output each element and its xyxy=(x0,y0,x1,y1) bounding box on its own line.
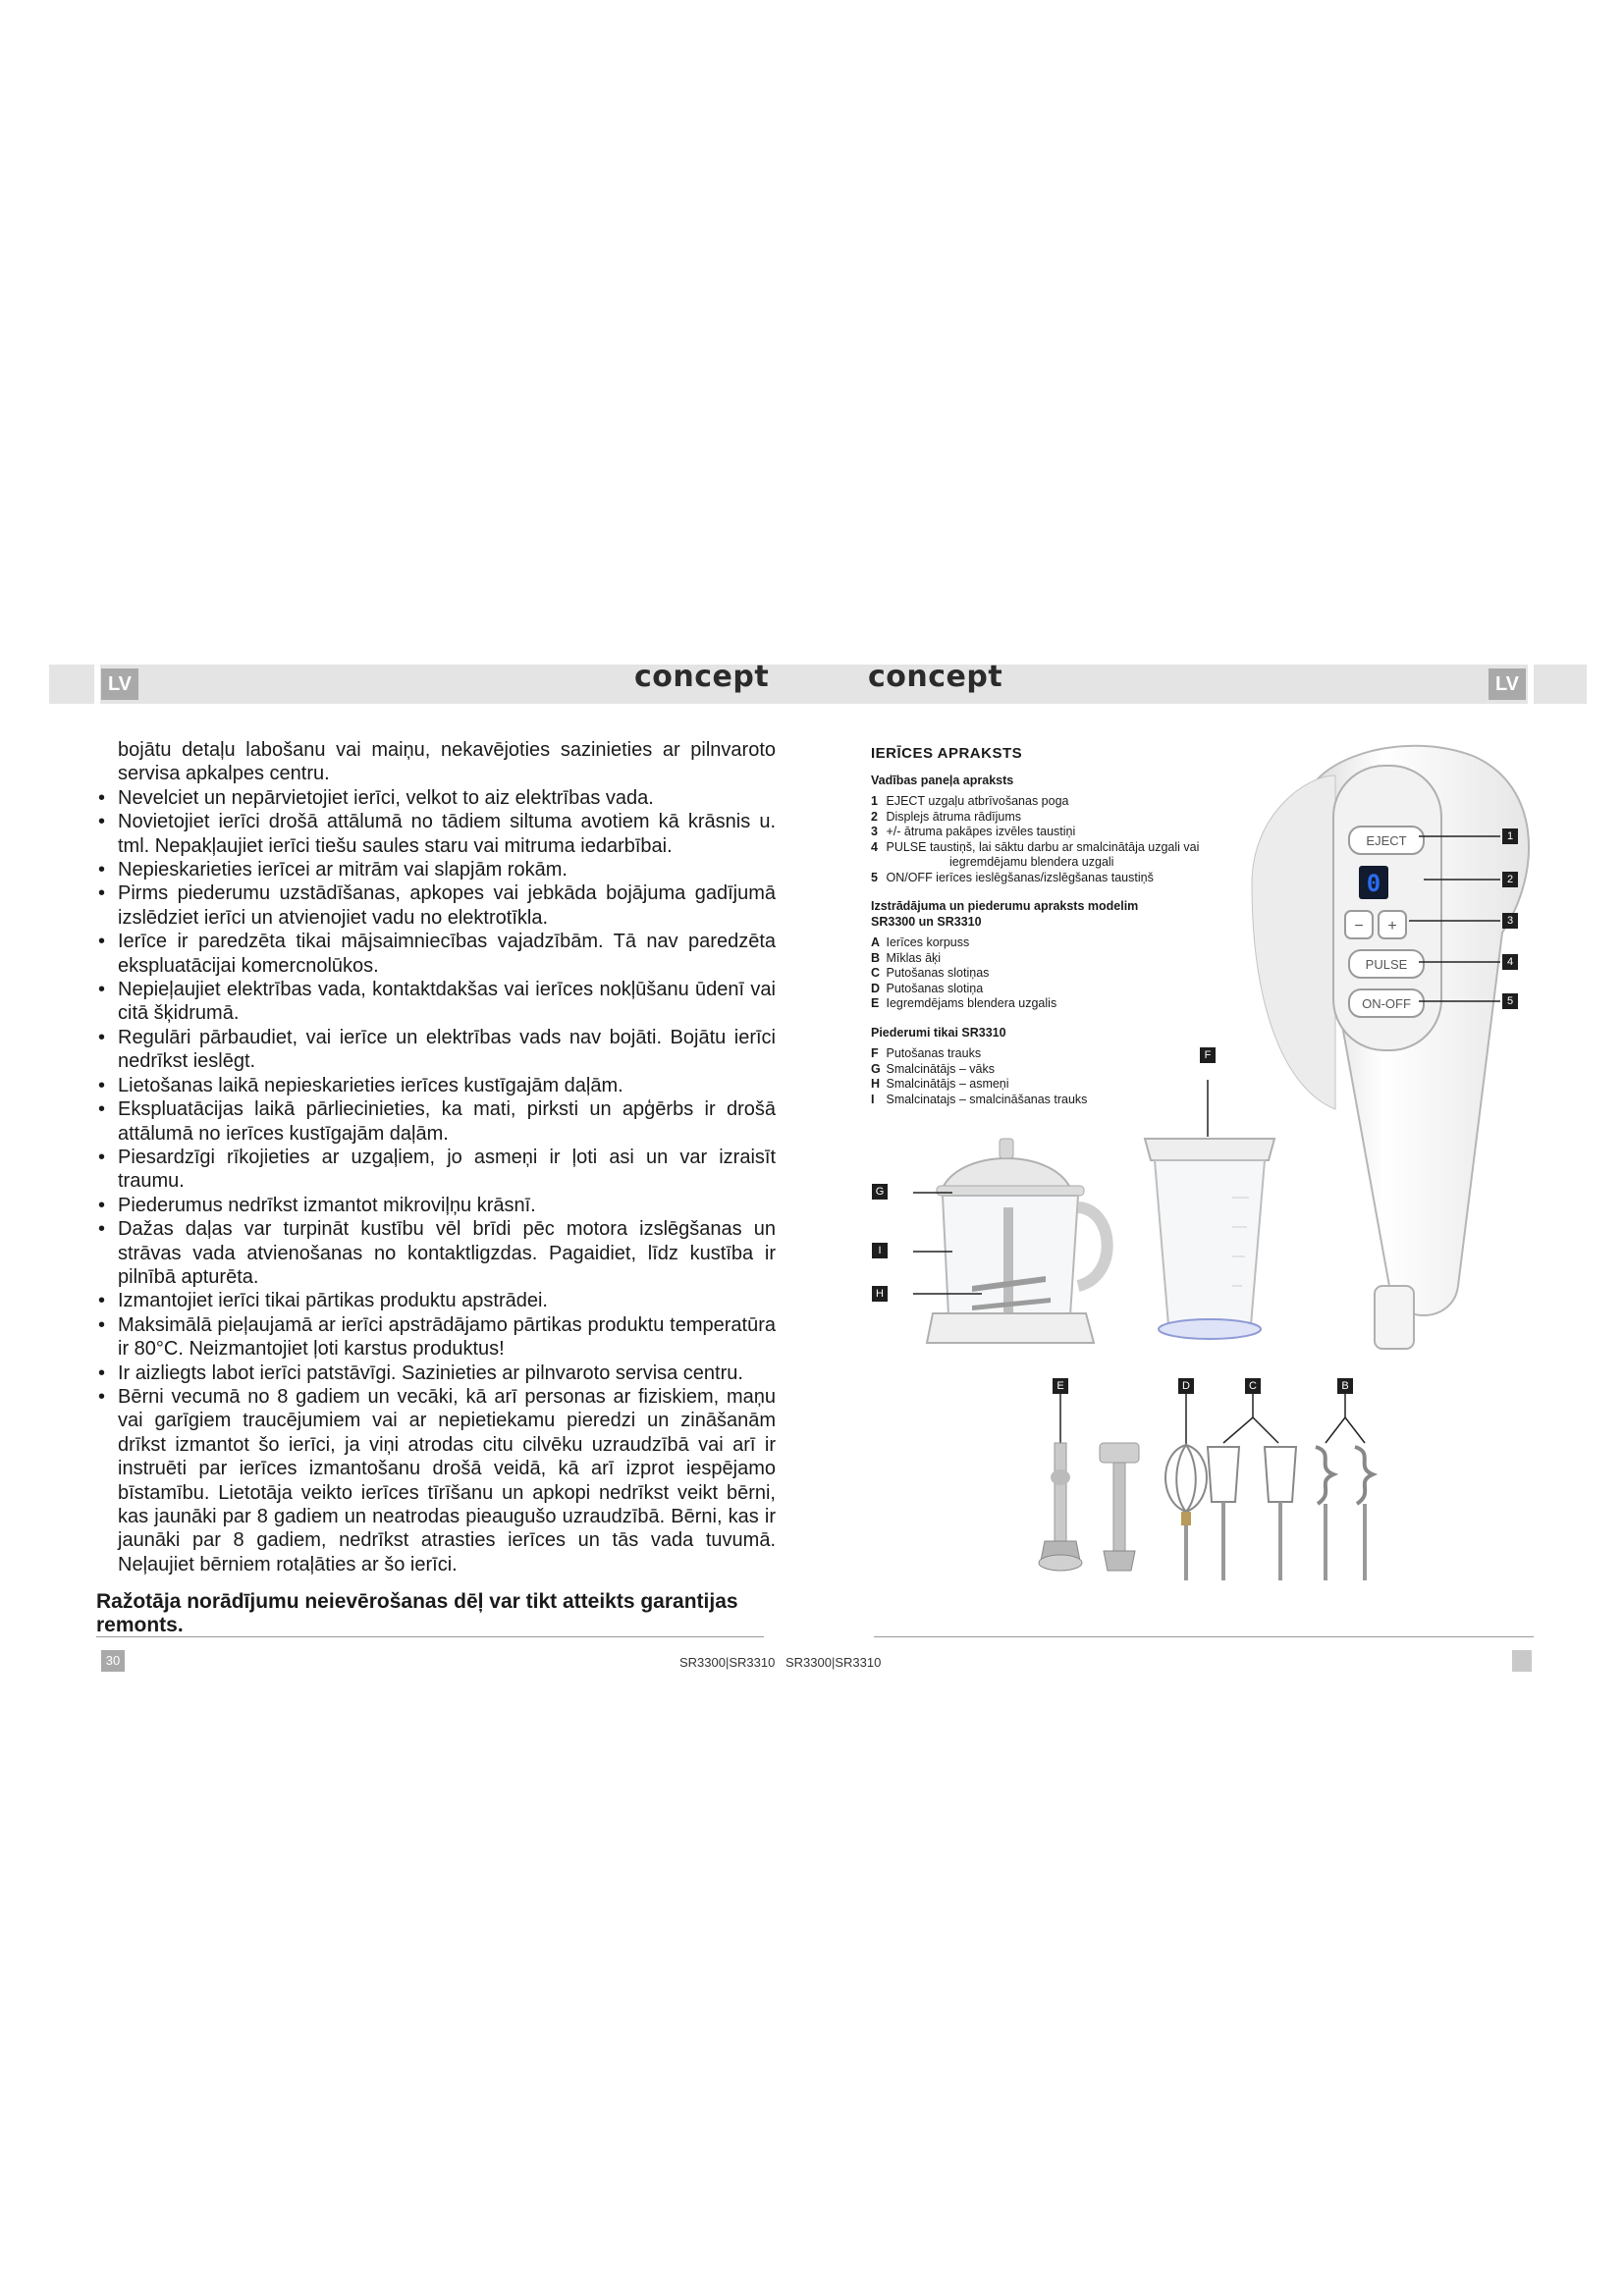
list-item: • Bērni vecumā no 8 gadiem un vecāki, kā arī personas ar fiziskiem, maņu vai garīgiem traucējumiem vai ar nepietiekamu pieredzi un zināšanām drīkst izmantot šo ierīci, ja viņi atrodas citu cilvēku uzraudzībā vai arī ir instruēti par ierīces izmantošanu drošā veidā, kā arī izprot iespējamo bīstamību. Lietotāja veikto ierīces tīrīšanu un apkopi nedrīkst veikt bērni, kas jaunāki par 8 gadiem un neatrodas pieaugušo uzraudzībā. Bērni, kas ir jaunāki par 8 gadiem, nedrīkst atrasties ierīces un tās vada tuvumā. Neļaujiet bērniem rotaļāties ar šo ierīci. xyxy=(96,1385,776,1576)
model-code-right: SR3300|SR3310 xyxy=(785,1655,882,1670)
minus-button-label: − xyxy=(1354,918,1364,934)
speed-display-value: 0 xyxy=(1366,870,1381,897)
callout-3: 3 xyxy=(1502,913,1518,929)
leader-line xyxy=(1253,1417,1278,1443)
list-item: 1 EJECT uzgaļu atbrīvošanas poga xyxy=(871,794,1069,808)
list-item: • Ekspluatācijas laikā pārliecinieties, ka mati, pirksti un apģērbs ir drošā attālumā no ierīces kustīgajām daļām. xyxy=(96,1097,776,1146)
list-item: • Ierīce ir paredzēta tikai mājsaimniecības vajadzībām. Tā nav paredzēta ekspluatācijai komercnolūkos. xyxy=(96,930,776,978)
section-title: IERĪCES APRAKSTS xyxy=(871,745,1023,762)
callout-F: F xyxy=(1200,1047,1216,1063)
list-item: 4 PULSE taustiņš, lai sāktu darbu ar smalcinātāja uzgali vai xyxy=(871,839,1200,854)
beaker-body xyxy=(1155,1160,1265,1325)
mixer-body-illustration xyxy=(1247,736,1542,1364)
device-description xyxy=(871,746,1273,1121)
list-item: • Novietojiet ierīci drošā attālumā no tādiem siltuma avotiem kā krāsnis u. tml. Nepakļaujiet ierīci tiešu saules staru vai mitruma iedarbībai. xyxy=(96,810,776,858)
safety-list xyxy=(96,786,776,1576)
model-code-left: SR3300|SR3310 xyxy=(679,1655,776,1670)
on-off-button-label: ON-OFF xyxy=(1362,996,1411,1011)
footer-rule-right xyxy=(874,1636,1534,1637)
chopper-lid-rim xyxy=(937,1186,1084,1196)
safety-instructions xyxy=(96,738,776,1637)
parts-heading: Izstrādājuma un piederumu apraksts modelim SR3300 un SR3310 xyxy=(871,899,1139,929)
control-panel-heading: Vadības paneļa apraksts xyxy=(871,773,1014,787)
pulse-button-label: PULSE xyxy=(1365,957,1408,972)
leader-line xyxy=(1326,1417,1345,1443)
callout-2: 2 xyxy=(1502,872,1518,887)
header-separator xyxy=(1528,665,1534,704)
control-panel-block xyxy=(871,774,1273,886)
list-item: • Pirms piederumu uzstādīšanas, apkopes vai jebkāda bojājuma gadījumā izslēdziet ierīci un atvienojiet vadu no elektrotīkla. xyxy=(96,881,776,930)
list-item: B Mīklas āķi xyxy=(871,950,942,965)
list-item: • Regulāri pārbaudiet, vai ierīce un elektrības vads nav bojāti. Bojātu ierīci nedrīkst ieslēgt. xyxy=(96,1026,776,1074)
page-number: 30 xyxy=(101,1650,125,1672)
callout-C: C xyxy=(1245,1378,1261,1394)
list-item: • Lietošanas laikā nepieskarieties ierīces kustīgajām daļām. xyxy=(96,1074,776,1097)
parts-block xyxy=(871,899,1273,1012)
blender-guard xyxy=(1039,1555,1082,1571)
blender-top xyxy=(1100,1443,1139,1463)
language-badge-right: LV xyxy=(1489,668,1526,700)
blender-shaft xyxy=(1055,1443,1066,1541)
callout-D: D xyxy=(1178,1378,1194,1394)
whisk-wire xyxy=(1165,1445,1207,1512)
attachments-illustration xyxy=(1021,1394,1394,1629)
list-item-continuation: iegremdējamu blendera uzgali xyxy=(949,855,1114,869)
intro-text: bojātu detaļu labošanu vai maiņu, nekavējoties sazinieties ar pilnvaroto servisa apkalpes centru. xyxy=(118,739,776,785)
callout-B: B xyxy=(1337,1378,1353,1394)
page-number-box-right xyxy=(1512,1650,1532,1672)
list-item: G Smalcinātājs – vāks xyxy=(871,1061,995,1076)
dough-hook-left xyxy=(1316,1447,1333,1504)
list-item: 2 Displejs ātruma rādījums xyxy=(871,809,1022,824)
language-badge-left: LV xyxy=(101,668,138,700)
chopper-lid-knob xyxy=(1000,1139,1013,1158)
brand-logo-right: concept xyxy=(868,660,1003,694)
beaker-base xyxy=(1159,1319,1261,1339)
list-item: • Nepieļaujiet elektrības vada, kontaktdakšas vai ierīces nokļūšanu ūdenī vai citā šķidrumā. xyxy=(96,978,776,1026)
callout-H: H xyxy=(872,1286,888,1302)
eject-button-label: EJECT xyxy=(1366,833,1407,848)
list-item: E Iegremdējams blendera uzgalis xyxy=(871,996,1057,1010)
list-item: 3 +/- ātruma pakāpes izvēles taustiņi xyxy=(871,825,1076,838)
callout-I: I xyxy=(872,1243,888,1258)
beaker-illustration xyxy=(1139,1080,1286,1350)
blender-foot-2 xyxy=(1104,1551,1135,1571)
list-item: • Maksimālā pieļaujamā ar ierīci apstrādājamo pārtikas produktu temperatūra ir 80°C. Neizmantojiet ļoti karstus produktus! xyxy=(96,1313,776,1362)
beater-left xyxy=(1208,1447,1239,1502)
mixer-head-side xyxy=(1252,775,1335,1109)
warranty-warning: Ražotāja norādījumu neievērošanas dēļ var tikt atteikts garantijas remonts. xyxy=(96,1590,738,1637)
list-item: A Ierīces korpuss xyxy=(871,935,970,949)
list-item: F Putošanas trauks xyxy=(871,1046,982,1060)
list-item: • Dažas daļas var turpināt kustību vēl brīdi pēc motora izslēgšanas un strāvas vada atvienošanas no kontaktligzdas. Pagaidiet, līdz kustība ir pilnībā apturēta. xyxy=(96,1217,776,1289)
leader-line xyxy=(1223,1417,1253,1443)
plus-button-label: + xyxy=(1387,918,1397,934)
chopper-base xyxy=(927,1313,1094,1343)
chopper-illustration xyxy=(913,1129,1149,1355)
list-item: C Putošanas slotiņas xyxy=(871,966,990,980)
blender-collar xyxy=(1051,1469,1070,1485)
whisk-collar xyxy=(1181,1512,1191,1525)
callout-5: 5 xyxy=(1502,993,1518,1009)
chopper-lid xyxy=(943,1158,1070,1188)
list-item: • Izmantojiet ierīci tikai pārtikas produktu apstrādei. xyxy=(96,1289,776,1312)
attachment-socket xyxy=(1375,1286,1414,1349)
brand-logo-left: concept xyxy=(634,660,770,694)
header-separator xyxy=(94,665,100,704)
list-item: D Putošanas slotiņa xyxy=(871,981,984,995)
blender-shaft-2 xyxy=(1113,1463,1125,1551)
chopper-handle xyxy=(1078,1207,1108,1286)
list-item: H Smalcinātājs – asmeņi xyxy=(871,1077,1009,1091)
beater-right xyxy=(1265,1447,1296,1502)
list-item: • Piederumus nedrīkst izmantot mikroviļņu krāsnī. xyxy=(96,1194,776,1217)
list-item: • Nevelciet un nepārvietojiet ierīci, velkot to aiz elektrības vada. xyxy=(96,786,776,810)
callout-1: 1 xyxy=(1502,828,1518,844)
list-item: I Smalcinatajs – smalcināšanas trauks xyxy=(871,1092,1088,1106)
list-item: • Nepieskarieties ierīcei ar mitrām vai slapjām rokām. xyxy=(96,858,776,881)
list-item: • Ir aizliegts labot ierīci patstāvīgi. Sazinieties ar pilnvaroto servisa centru. xyxy=(96,1362,776,1385)
callout-4: 4 xyxy=(1502,954,1518,970)
callout-G: G xyxy=(872,1184,888,1200)
beaker-lid xyxy=(1145,1139,1274,1160)
list-item: 5 ON/OFF ierīces ieslēgšanas/izslēgšanas taustiņš xyxy=(871,870,1154,884)
callout-E: E xyxy=(1053,1378,1068,1394)
list-item: • Piesardzīgi rīkojieties ar uzgaļiem, jo asmeņi ir ļoti asi un var izraisīt traumu. xyxy=(96,1146,776,1194)
chopper-shaft xyxy=(1003,1207,1013,1315)
leader-line xyxy=(1345,1417,1365,1443)
footer-rule-left xyxy=(96,1636,764,1637)
dough-hook-right xyxy=(1355,1447,1373,1504)
whisk-wire-inner xyxy=(1176,1445,1196,1512)
accessories-heading: Piederumi tikai SR3310 xyxy=(871,1025,1006,1040)
